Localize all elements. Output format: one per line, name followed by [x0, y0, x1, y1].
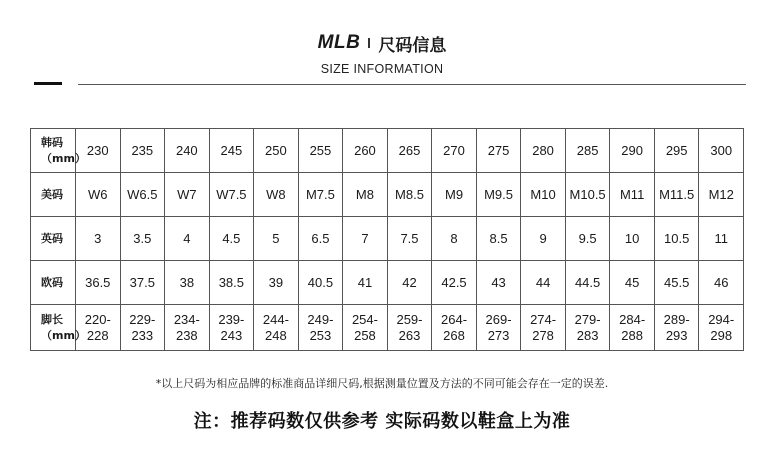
row-label [31, 217, 76, 261]
table-cell: 9.5 [565, 217, 610, 261]
table-cell: 39 [254, 261, 299, 305]
table-cell: 37.5 [120, 261, 165, 305]
cell-line: 283 [576, 327, 599, 343]
cell-line: 278 [532, 327, 554, 343]
row-label [31, 173, 76, 217]
cell-line: 263 [398, 327, 421, 343]
table-cell: 7 [343, 217, 388, 261]
cell-line: 288 [621, 327, 643, 343]
brand-logo: MLB [317, 32, 361, 53]
cell-line: 284- [619, 311, 646, 327]
size-table-body [31, 129, 744, 351]
table-cell [610, 305, 655, 351]
cell-line: 234- [173, 311, 200, 327]
cell-line: 298 [710, 327, 733, 343]
cell-line: 228 [86, 327, 109, 343]
table-cell: 270 [432, 129, 477, 173]
table-cell: 44 [521, 261, 566, 305]
page-title: 尺码信息 [378, 35, 447, 56]
cell-line: 268 [443, 327, 465, 343]
table-cell: 295 [654, 129, 699, 173]
table-cell: 285 [565, 129, 610, 173]
table-cell [654, 305, 699, 351]
row-label-line: 美码 [41, 187, 63, 201]
table-cell: 230 [76, 129, 121, 173]
table-cell [565, 305, 610, 351]
table-cell: 11 [699, 217, 744, 261]
table-cell: 275 [476, 129, 521, 173]
cell-line: 254- [351, 311, 378, 327]
table-cell: 10 [610, 217, 655, 261]
cell-line: 279- [574, 311, 601, 327]
table-cell: 4 [165, 217, 210, 261]
row-eu-size [31, 261, 744, 305]
table-cell [699, 305, 744, 351]
row-kr-size [31, 129, 744, 173]
table-cell: M11 [610, 173, 655, 217]
cell-line: 220- [84, 311, 111, 327]
table-cell: 6.5 [298, 217, 343, 261]
table-cell: W7 [165, 173, 210, 217]
table-cell: 45.5 [654, 261, 699, 305]
table-cell: 250 [254, 129, 299, 173]
cell-line: 253 [309, 327, 332, 343]
table-cell [432, 305, 477, 351]
disclaimer-text: *以上尺码为相应品牌的标准商品详细尺码,根据测量位置及方法的不同可能会存在一定的误差. [155, 377, 609, 390]
cell-line: 233 [131, 327, 154, 343]
table-cell: W7.5 [209, 173, 254, 217]
table-cell: 5 [254, 217, 299, 261]
cell-line: 259- [396, 311, 423, 327]
row-label [31, 305, 86, 351]
cell-line: 238 [175, 327, 198, 343]
table-cell: 42.5 [432, 261, 477, 305]
row-us-size [31, 173, 744, 217]
table-cell: 3.5 [120, 217, 165, 261]
row-label-line: （mm） [41, 151, 86, 165]
title-row [0, 30, 764, 56]
table-cell: 9 [521, 217, 566, 261]
table-cell: 280 [521, 129, 566, 173]
table-cell: 38.5 [209, 261, 254, 305]
table-cell: W8 [254, 173, 299, 217]
row-label [31, 129, 86, 173]
table-cell: M7.5 [298, 173, 343, 217]
table-cell: 300 [699, 129, 744, 173]
table-cell [343, 305, 388, 351]
table-cell [120, 305, 165, 351]
row-label-line: 英码 [41, 231, 63, 245]
table-cell: 4.5 [209, 217, 254, 261]
table-cell: M8.5 [387, 173, 432, 217]
title-separator [368, 38, 370, 48]
table-cell: 45 [610, 261, 655, 305]
row-label-line: 欧码 [41, 275, 63, 289]
cell-line: 264- [441, 311, 468, 327]
cell-line: 289- [663, 311, 690, 327]
table-cell [76, 305, 121, 351]
table-cell: 38 [165, 261, 210, 305]
table-cell [521, 305, 566, 351]
table-cell: 240 [165, 129, 210, 173]
table-cell: 245 [209, 129, 254, 173]
cell-line: 258 [354, 327, 376, 343]
size-table [30, 128, 744, 351]
header-accent-rule [34, 82, 62, 85]
table-cell [209, 305, 254, 351]
table-cell: M10.5 [565, 173, 610, 217]
table-cell: 10.5 [654, 217, 699, 261]
table-cell: 46 [699, 261, 744, 305]
table-cell: 235 [120, 129, 165, 173]
row-foot-length [31, 305, 744, 351]
header [0, 30, 764, 76]
cell-line: 293 [665, 327, 688, 343]
table-cell: 255 [298, 129, 343, 173]
table-cell: 44.5 [565, 261, 610, 305]
table-cell: M10 [521, 173, 566, 217]
cell-line: 273 [487, 327, 510, 343]
table-cell: 41 [343, 261, 388, 305]
table-cell: 36.5 [76, 261, 121, 305]
table-cell [254, 305, 299, 351]
row-label-line: 韩码 [41, 135, 63, 149]
cell-line: 269- [485, 311, 512, 327]
cell-line: 229- [129, 311, 156, 327]
table-cell [387, 305, 432, 351]
table-cell: 8 [432, 217, 477, 261]
row-uk-size [31, 217, 744, 261]
cell-line: 244- [262, 311, 289, 327]
notice-text: 注：推荐码数仅供参考 实际码数以鞋盒上为准 [193, 411, 571, 432]
table-cell: M8 [343, 173, 388, 217]
cell-line: 249- [307, 311, 334, 327]
table-cell: W6.5 [120, 173, 165, 217]
table-cell: 43 [476, 261, 521, 305]
table-cell: 265 [387, 129, 432, 173]
cell-line: 239- [218, 311, 245, 327]
table-cell: M9 [432, 173, 477, 217]
header-divider [78, 84, 746, 85]
table-cell: M9.5 [476, 173, 521, 217]
table-cell [476, 305, 521, 351]
row-label [31, 261, 76, 305]
table-cell: 7.5 [387, 217, 432, 261]
table-cell [298, 305, 343, 351]
row-label-line: 脚长 [41, 312, 63, 326]
table-cell: 3 [76, 217, 121, 261]
cell-line: 243 [220, 327, 243, 343]
page-subtitle: SIZE INFORMATION [320, 62, 444, 76]
table-cell: 260 [343, 129, 388, 173]
table-cell: M12 [699, 173, 744, 217]
table-cell: W6 [76, 173, 121, 217]
row-label-line: （mm） [41, 328, 86, 342]
table-cell: 42 [387, 261, 432, 305]
table-cell: 8.5 [476, 217, 521, 261]
table-cell: 290 [610, 129, 655, 173]
cell-line: 248 [265, 327, 287, 343]
cell-line: 274- [530, 311, 557, 327]
table-cell: 40.5 [298, 261, 343, 305]
table-cell: M11.5 [654, 173, 699, 217]
table-cell [165, 305, 210, 351]
cell-line: 294- [708, 311, 735, 327]
